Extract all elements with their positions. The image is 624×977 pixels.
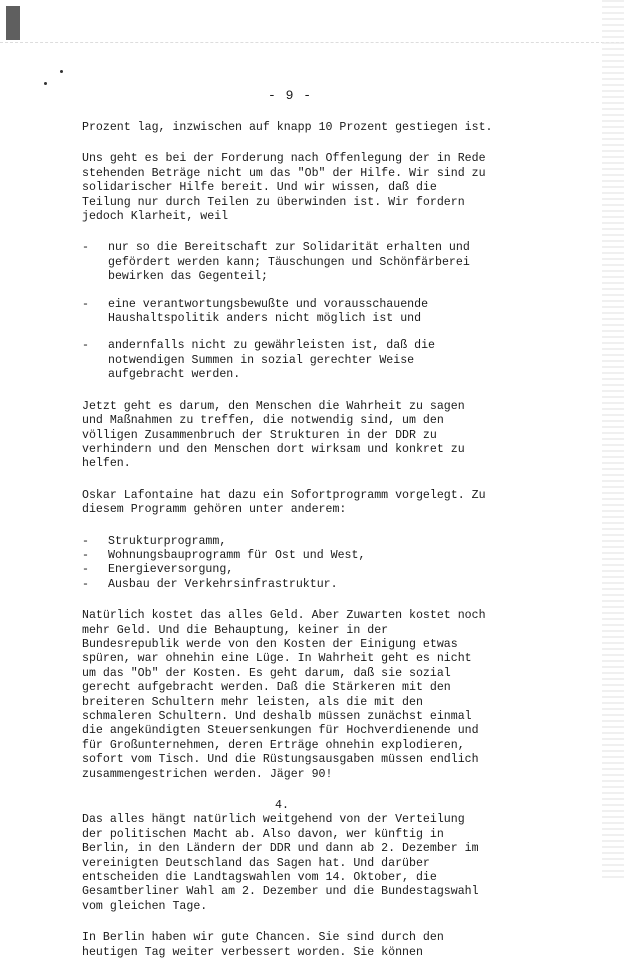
list-item-text: Wohnungsbauprogramm für Ost und West,: [108, 548, 366, 562]
paragraph: Das alles hängt natürlich weitgehend von der Verteilung der politischen Macht ab. Also davon, wer künftig in Berlin, in den Ländern der DDR und dann ab 2. Dezember im vereinigten Deutschland das Sagen hat. Und darüber entscheiden die Landtagswahlen vom 14. Oktober, die Gesamtberliner Wahl am 2. Dezember und die Bundestagswahl vom gleichen Tage.: [82, 813, 479, 913]
scan-top-edge: [0, 0, 624, 43]
page-number: - 9 -: [267, 88, 312, 103]
list-item-text: nur so die Bereitschaft zur Solidarität erhalten und gefördert werden kann; Täuschungen und Schönfärberei bewirken das Gegenteil;: [108, 241, 470, 284]
paragraph: Natürlich kostet das alles Geld. Aber Zuwarten kostet noch mehr Geld. Und die Behauptung, keiner in der Bundesrepublik werde von den Kosten der Einigung etwas spüren, war ohnehin eine Lüge. In Wahrheit geht es nicht um das "Ob" der Kosten. Es geht darum, daß sie sozial gerecht aufgebracht werden. Daß die Stärkeren mit den breiteren Schultern mehr leisten, als die mit den schmaleren Schultern. Und deshalb müssen zunächst einmal die angekündigten Steuersenkungen für Hochverdienende und für Großunternehmen, deren Erträge ohnehin explodieren, sofort vom Tisch. Und die Rüstungsausgaben müssen endlich zusammengestrichen werden. Jäger 90!: [82, 609, 486, 781]
list-dash: -: [82, 577, 89, 591]
list-item-text: Strukturprogramm,: [108, 534, 227, 548]
list-item: [82, 535, 500, 549]
scan-corner-mark: [6, 6, 20, 40]
list-item: [82, 549, 500, 563]
paragraph: Uns geht es bei der Forderung nach Offenlegung der in Rede stehenden Beträge nicht um das "Ob" der Hilfe. Wir sind zu solidarischer Hilfe bereit. Und wir wissen, daß die Teilung nur durch Teilen zu überwinden ist. Wir fordern jedoch Klarheit, weil: [82, 152, 486, 224]
scan-speck: [44, 82, 47, 85]
list-dash: -: [82, 241, 89, 255]
list-item: [82, 241, 500, 284]
list-item-text: Energieversorgung,: [108, 563, 234, 577]
scan-speck: [60, 70, 63, 73]
section-number: 4.: [275, 799, 289, 813]
paragraph: Oskar Lafontaine hat dazu ein Sofortprogramm vorgelegt. Zu diesem Programm gehören unter anderem:: [82, 488, 486, 517]
paragraph: Jetzt geht es darum, den Menschen die Wahrheit zu sagen und Maßnahmen zu treffen, die notwendig sind, um den völligen Zusammenbruch der Strukturen in der DDR zu verhindern und den Menschen dort wirksam und konkret zu helfen.: [82, 399, 465, 471]
list-item: [82, 563, 500, 577]
program-list: [82, 535, 500, 593]
list-item-text: Ausbau der Verkehrsinfrastruktur.: [108, 577, 338, 591]
list-dash: -: [82, 297, 89, 311]
list-dash: -: [82, 563, 89, 577]
reason-list: [82, 241, 500, 382]
list-item: [82, 298, 500, 327]
list-dash: -: [82, 339, 89, 353]
list-item-text: andernfalls nicht zu gewährleisten ist, daß die notwendigen Summen in sozial gerechter Weise aufgebracht werden.: [108, 339, 435, 382]
scan-right-edge: [602, 0, 624, 880]
paragraph: Prozent lag, inzwischen auf knapp 10 Prozent gestiegen ist.: [82, 121, 493, 134]
list-item: [82, 578, 500, 592]
document-body: [82, 121, 500, 977]
list-dash: -: [82, 534, 89, 548]
list-item-text: eine verantwortungsbewußte und vorausschauende Haushaltspolitik anders nicht möglich ist und: [108, 297, 429, 326]
list-item: [82, 339, 500, 382]
list-dash: -: [82, 548, 89, 562]
paragraph: In Berlin haben wir gute Chancen. Sie sind durch den heutigen Tag weiter verbessert worden. Sie können: [82, 931, 444, 959]
